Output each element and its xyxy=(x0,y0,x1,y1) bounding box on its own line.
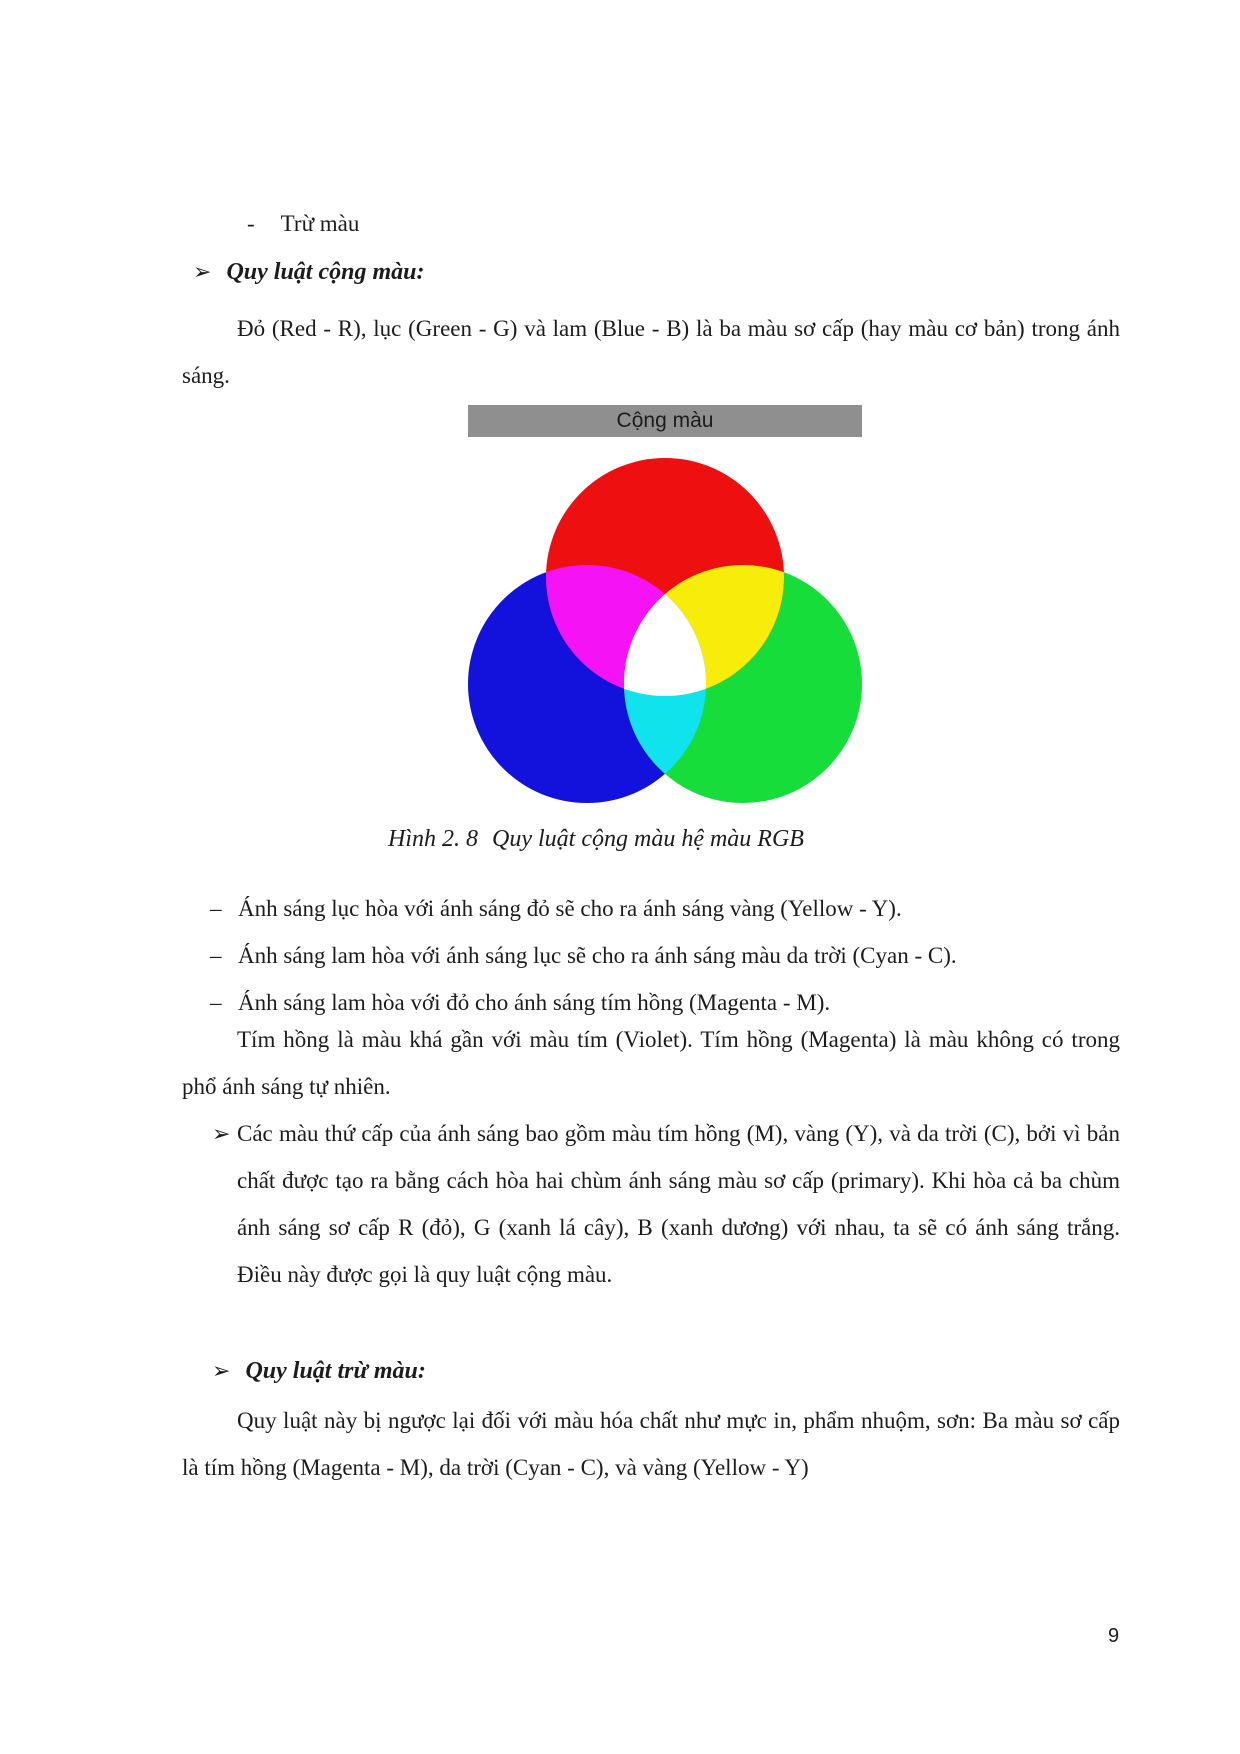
arrow-bullet-icon: ➢ xyxy=(193,259,212,284)
list-item xyxy=(210,932,1122,979)
list-item xyxy=(210,885,1122,932)
figure-caption-number: Hình 2. 8 xyxy=(388,826,479,852)
arrow-bullet-icon: ➢ xyxy=(212,1121,231,1146)
list-item-tru-mau xyxy=(247,204,359,244)
heading-quy-luat-cong-mau-label: Quy luật cộng màu: xyxy=(226,259,425,285)
dash-marker: - xyxy=(247,211,255,236)
heading-quy-luat-tru-mau-label: Quy luật trừ màu: xyxy=(245,1358,426,1384)
list-item-text: Ánh sáng lam hòa với đỏ cho ánh sáng tím hồng (Magenta - M). xyxy=(238,990,831,1015)
dash-marker: – xyxy=(210,990,222,1015)
paragraph-tru-mau: Quy luật này bị ngược lại đối với màu hóa chất như mực in, phẩm nhuộm, sơn: Ba màu sơ cấp là tím hồng (Magenta - M), da trời (Cyan - C), và vàng (Yellow - Y) xyxy=(182,1408,1120,1480)
list-item-tru-mau-label: Trừ màu xyxy=(280,211,360,236)
figure-title-bar: Cộng màu xyxy=(468,405,862,437)
figure-caption-text: Quy luật cộng màu hệ màu RGB xyxy=(492,826,804,852)
dash-marker: – xyxy=(210,943,222,968)
paragraph-intro-rgb: Đỏ (Red - R), lục (Green - G) và lam (Blue - B) là ba màu sơ cấp (hay màu cơ bản) trong ánh sáng. xyxy=(182,316,1120,388)
heading-quy-luat-cong-mau xyxy=(193,252,424,292)
list-item-text: Ánh sáng lam hòa với ánh sáng lục sẽ cho ra ánh sáng màu da trời (Cyan - C). xyxy=(238,943,957,968)
page-number: 9 xyxy=(1108,1625,1120,1647)
list-item-text: Ánh sáng lục hòa với ánh sáng đỏ sẽ cho ra ánh sáng vàng (Yellow - Y). xyxy=(238,896,902,921)
paragraph-cac-mau-thu-cap xyxy=(182,1110,1120,1298)
figure-rgb-additive xyxy=(468,405,862,813)
arrow-bullet-icon: ➢ xyxy=(212,1358,231,1383)
paragraph-tim-hong: Tím hồng là màu khá gần với màu tím (Violet). Tím hồng (Magenta) là màu không có trong phổ ánh sáng tự nhiên. xyxy=(182,1027,1120,1099)
dash-bullet-list xyxy=(210,885,1122,1026)
paragraph-cac-mau-thu-cap-text: Các màu thứ cấp của ánh sáng bao gồm màu tím hồng (M), vàng (Y), và da trời (C), bởi vì bản chất được tạo ra bằng cách hòa hai chùm ánh sáng màu sơ cấp (primary). Khi hòa cả ba chùm ánh sáng sơ cấp R (đỏ), G (xanh lá cây), B (xanh dương) với nhau, ta sẽ có ánh sáng trắng. Điều này được gọi là quy luật cộng màu. xyxy=(237,1121,1120,1287)
rgb-venn-diagram xyxy=(468,437,862,807)
dash-marker: – xyxy=(210,896,222,921)
figure-caption xyxy=(182,821,1010,857)
heading-quy-luat-tru-mau xyxy=(212,1351,426,1391)
